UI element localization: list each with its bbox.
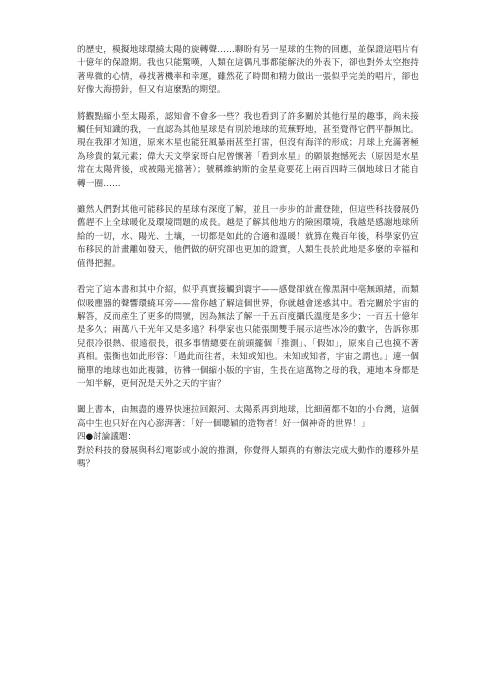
- paragraph-4: 看完了這本書和其中介紹，似乎真實接觸到寰宇——感覺卻就在像黑洞中亳無頭緒，而類似吸塵器的聲響環繞耳旁——當你越了解這個世界，你就越會迷惑其中。看完關於宇宙的解答，反而產生了更多的問號，因為無法了解一千五百度攝氏溫度是多少；一百五十億年是多久；兩萬八千光年又是多遠？科學家也只能張開雙手展示這些冰冷的數字，告訴你那兒很冷很熱、很遠很長，很多事情總要在前頭擺個「推測」、「假如」，原來自己也摸不著真相。張衡也如此形容：「過此而往者，未知或知也。未知或知者，宇宙之謂也。」連一個簡單的地球也如此複雜，彷彿一個縮小版的宇宙，生長在這萬物之母的我，連地本身都是一知半解，更何況是天外之天的宇宙？: [77, 285, 419, 389]
- paragraph-gap: [77, 391, 419, 404]
- paragraph-gap: [77, 191, 419, 204]
- paragraph-1: 的歷史，模擬地球環繞太陽的旋轉聲……聊盼有另一星球的生物的回應，並保證這唱片有十億年的保證期。我也只能驚嘆，人類在這偶凡事都能解決的外表下，卻也對外太空抱持著卑微的心情，尋找著機率和幸運，雖然花了時間和精力做出一張似乎完美的唱片，卻也好像大海撈針，但又有這麼點的期望。: [77, 45, 419, 96]
- paragraph-gap: [77, 98, 419, 111]
- paragraph-3: 雖然人們對其他可能移民的星球有深度了解，並且一步步的計畫登陸，但這些科技發展仍舊趕不上全球暖化及環境問題的成長。越是了解其他地方的險困環境，我越是感謝地球所給的一切，水、陽光、土壤，一切都是如此的合適和溫暖！就算在幾百年後，科學家仍宣布移民的計畫離如發天，他們做的研究卻也更加的證實，人類生長於此地是多麼的幸福和值得把握。: [77, 205, 419, 269]
- paragraph-2: 將觀點縮小至太陽系，認知會不會多一些？我也看到了許多關於其他行星的趣事，尚未接觸任何知識的我，一直認為其他星球是有別於地球的荒蕪野地，甚至覺得它們平靜無比。現在我卻才知道，原來木星也能狂風暴雨甚至打雷，但沒有海洋的形成；月球上充滿著極為珍貴的氣元素；偉大天文學家哥白尼曾懷著「看到水星」的願景抱憾死去（原因是水星常在太陽背後，或被陽光擋著）；號稱維納斯的金星竟要花上兩百四時三個地球日才能自轉一圈……: [77, 111, 419, 189]
- paragraph-5: 闔上書本，由無盡的邊界快速拉回銀河、太陽系再到地球，比細菌都不如的小台灣，這個高中生也只好在內心澎湃著：「好一個聰穎的造物者！好一個神奇的世界！」: [77, 405, 419, 429]
- section-heading: 四●討論議題：: [77, 432, 137, 443]
- document-page: [77, 44, 419, 471]
- discussion-question: 對於科技的發展與科幻電影或小說的推測，你覺得人類真的有辦法完成大動作的遷移外星嗎？: [77, 445, 419, 469]
- paragraph-gap: [77, 271, 419, 284]
